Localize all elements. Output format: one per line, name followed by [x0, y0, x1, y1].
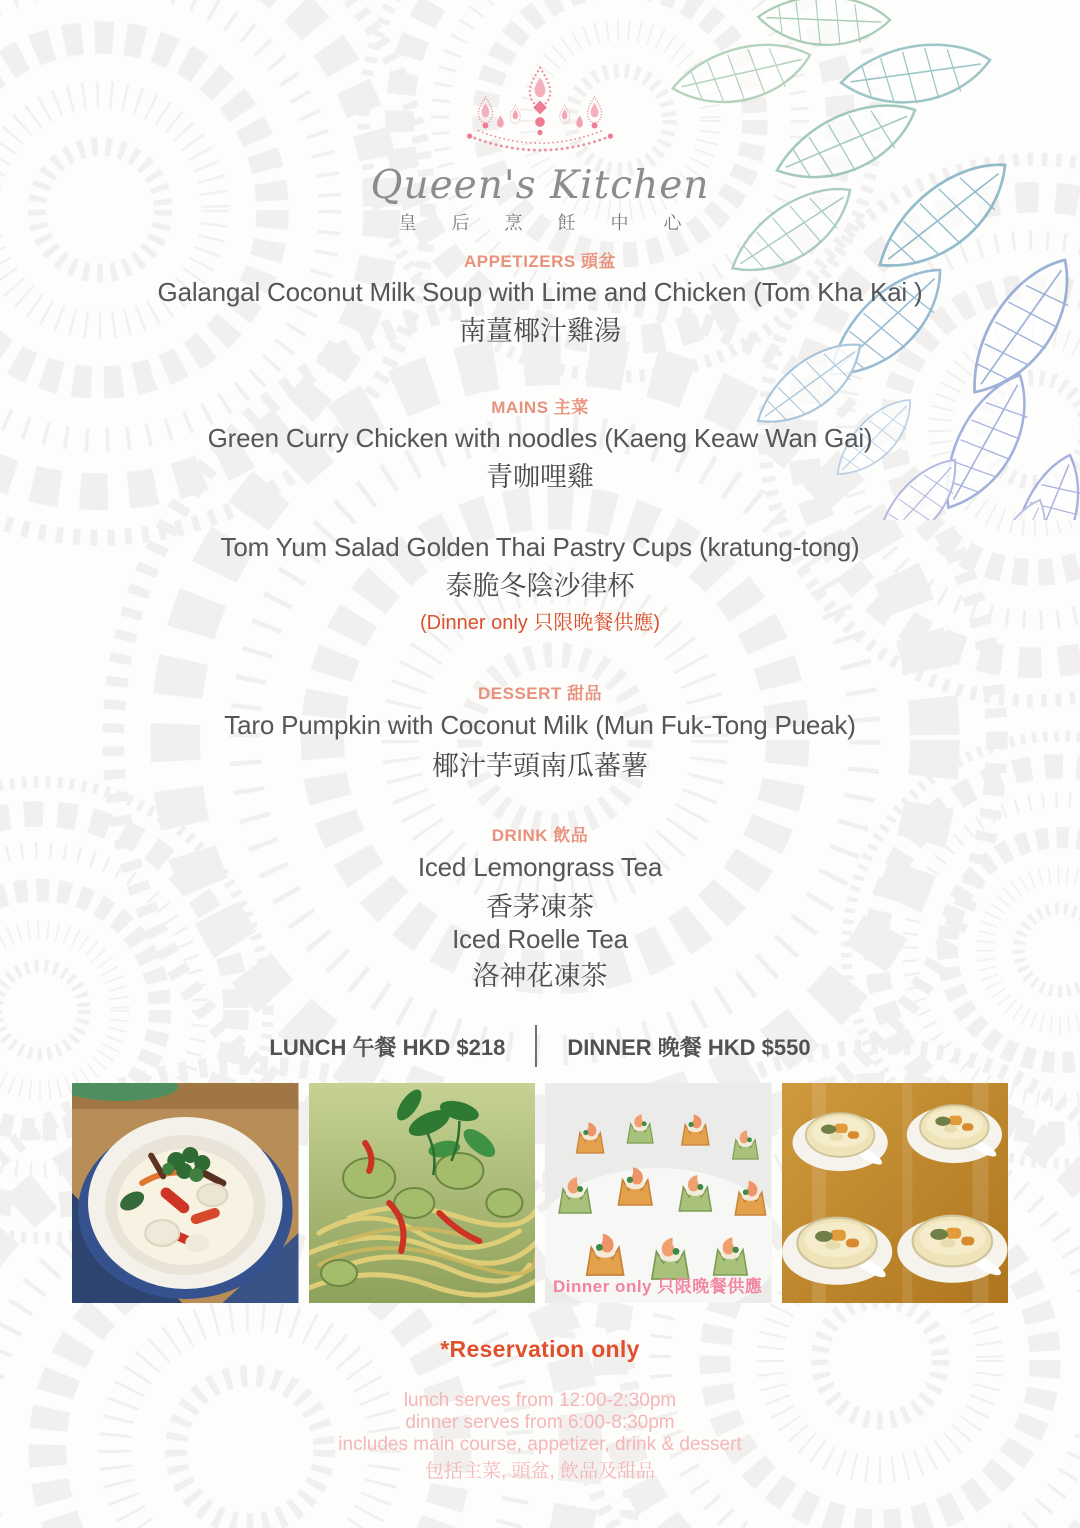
section-header-dessert: DESSERT 甜品 [477, 684, 603, 703]
menu-item-name-chinese: 青咖哩雞 [486, 462, 594, 492]
section-header-appetizers: APPETIZERS 頭盆 [464, 252, 616, 271]
menu-item-name-chinese: 椰汁芋頭南瓜蕃薯 [432, 751, 648, 781]
menu-item-name: Taro Pumpkin with Coconut Milk (Mun Fuk-Tong Pueak) [224, 710, 856, 740]
crown-tiara-icon [435, 34, 645, 166]
menu-item-name-chinese: 洛神花凍茶 [472, 961, 608, 991]
tom-kha-soup-photo [72, 1083, 299, 1303]
price-divider [535, 1025, 537, 1067]
footer-includes-chinese: 包括主菜, 頭盆, 飲品及甜品 [424, 1461, 656, 1482]
menu-item-name: Galangal Coconut Milk Soup with Lime and Chicken (Tom Kha Kai ) [157, 277, 923, 307]
food-photo-strip [72, 1083, 1008, 1303]
menu-item-name: Iced Lemongrass Tea [417, 852, 663, 882]
section-header-mains: MAINS 主菜 [491, 398, 589, 417]
menu-item-name-chinese: 泰脆冬陰沙律杯 [445, 571, 635, 601]
menu-item-name: Green Curry Chicken with noodles (Kaeng Keaw Wan Gai) [207, 423, 873, 453]
footer-dinner-hours: dinner serves from 6:00-8:30pm [405, 1412, 675, 1433]
dinner-price: DINNER 晚餐 HKD $550 [567, 1034, 811, 1060]
reservation-note: *Reservation only [440, 1336, 640, 1362]
brand-name: Queen's Kitchen [370, 163, 710, 208]
menu-item-name: Iced Roelle Tea [452, 924, 628, 954]
footer-includes: includes main course, appetizer, drink & dessert [338, 1434, 742, 1455]
photo-overlay-caption: Dinner only 只限晚餐供應 [553, 1277, 763, 1296]
menu-item-name-chinese: 香茅凍茶 [486, 892, 594, 922]
pricing-row [0, 1020, 1080, 1072]
green-curry-noodles-photo [309, 1083, 536, 1303]
brand-name-chinese: 皇 后 烹 飪 中 心 [398, 213, 697, 233]
lunch-price: LUNCH 午餐 HKD $218 [269, 1034, 506, 1060]
footer-lunch-hours: lunch serves from 12:00-2:30pm [403, 1390, 677, 1411]
section-header-drink: DRINK 飲品 [491, 826, 589, 845]
menu-item-name-chinese: 南薑椰汁雞湯 [459, 316, 621, 346]
menu-item-name: Tom Yum Salad Golden Thai Pastry Cups (kratung-tong) [220, 532, 860, 562]
taro-pumpkin-dessert-photo [782, 1083, 1009, 1303]
thai-pastry-cups-photo [545, 1083, 772, 1303]
dinner-only-note: (Dinner only 只限晚餐供應) [419, 612, 661, 634]
